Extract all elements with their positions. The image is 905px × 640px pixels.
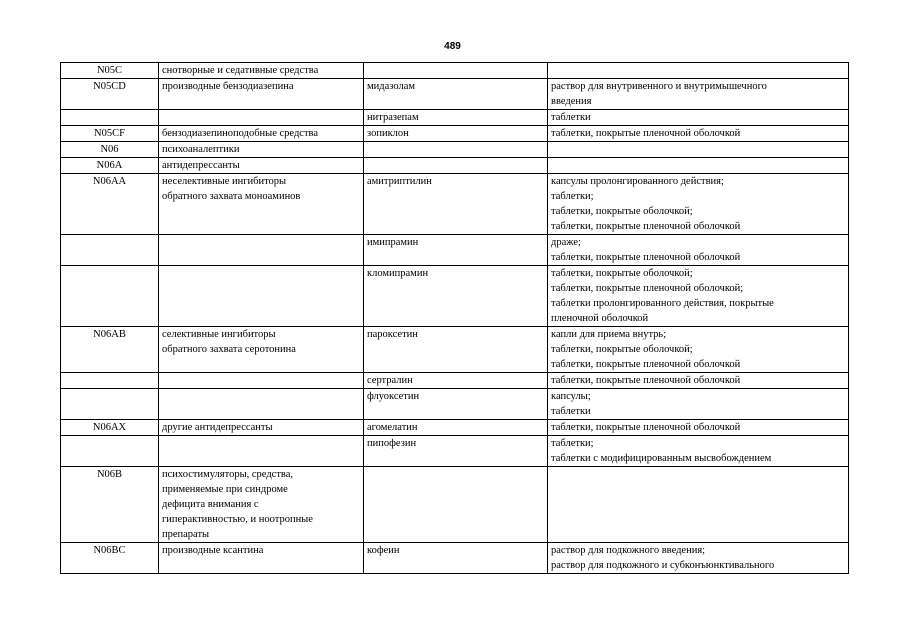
drug-name-cell — [364, 420, 548, 436]
dosage-forms-cell — [548, 389, 849, 420]
anatomical-therapeutic-group-cell — [159, 174, 364, 235]
cell-text-line: дефицита внимания с — [162, 499, 259, 510]
cell-text-line: препараты — [162, 529, 210, 540]
table-body — [61, 63, 849, 574]
dosage-forms-cell — [548, 420, 849, 436]
table-row — [61, 63, 849, 79]
cell-text-line: драже; — [551, 237, 581, 248]
cell-text: N05CD — [93, 81, 126, 92]
atc-code-cell — [61, 266, 159, 327]
cell-text-line: кломипрамин — [367, 268, 429, 279]
cell-text-line: неселективные ингибиторы — [162, 176, 287, 187]
cell-text-line: кофеин — [367, 545, 400, 556]
cell-text-line: обратного захвата моноаминов — [162, 191, 301, 202]
cell-text-line: раствор для подкожного и субконъюнктивального — [551, 560, 775, 571]
drug-name-cell — [364, 63, 548, 79]
cell-text: N06BC — [93, 545, 126, 556]
cell-text-line: таблетки, покрытые пленочной оболочкой — [551, 422, 741, 433]
anatomical-therapeutic-group-cell — [159, 158, 364, 174]
cell-text-line: антидепрессанты — [162, 160, 240, 171]
drug-name-cell — [364, 373, 548, 389]
dosage-forms-cell — [548, 327, 849, 373]
cell-text-line: таблетки — [551, 112, 591, 123]
drug-name-cell — [364, 436, 548, 467]
table-row — [61, 389, 849, 420]
cell-text: N06AX — [92, 422, 127, 433]
dosage-forms-cell — [548, 126, 849, 142]
dosage-forms-cell — [548, 266, 849, 327]
atc-code-cell — [61, 327, 159, 373]
cell-text-line: применяемые при синдроме — [162, 484, 288, 495]
atc-code-cell — [61, 79, 159, 110]
drug-name-cell — [364, 174, 548, 235]
cell-text-line: раствор для подкожного введения; — [551, 545, 706, 556]
anatomical-therapeutic-group-cell — [159, 543, 364, 574]
table-row — [61, 142, 849, 158]
atc-code-cell — [61, 142, 159, 158]
cell-text-line: таблетки, покрытые оболочкой; — [551, 344, 693, 355]
cell-text: N06 — [100, 144, 119, 155]
cell-text-line: другие антидепрессанты — [162, 422, 273, 433]
dosage-forms-cell — [548, 373, 849, 389]
atc-code-cell — [61, 373, 159, 389]
atc-code-cell — [61, 235, 159, 266]
cell-text: N05C — [96, 65, 123, 76]
atc-code-cell — [61, 110, 159, 126]
cell-text-line: таблетки; — [551, 438, 594, 449]
dosage-forms-cell — [548, 174, 849, 235]
drug-classification-table — [60, 62, 849, 574]
cell-text-line: производные бензодиазепина — [162, 81, 294, 92]
atc-code-cell — [61, 543, 159, 574]
cell-text-line: таблетки, покрытые оболочкой; — [551, 206, 693, 217]
dosage-forms-cell — [548, 543, 849, 574]
cell-text: N05CF — [94, 128, 125, 139]
cell-text-line: раствор для внутривенного и внутримышечного — [551, 81, 767, 92]
cell-text-line: капсулы пролонгированного действия; — [551, 176, 724, 187]
cell-text-line: гиперактивностью, и ноотропные — [162, 514, 313, 525]
atc-code-cell — [61, 63, 159, 79]
dosage-forms-cell — [548, 467, 849, 543]
cell-text-line: таблетки, покрытые оболочкой; — [551, 268, 693, 279]
anatomical-therapeutic-group-cell — [159, 235, 364, 266]
anatomical-therapeutic-group-cell — [159, 266, 364, 327]
cell-text-line: сертралин — [367, 375, 413, 386]
cell-text: N06B — [96, 469, 123, 480]
table-row — [61, 373, 849, 389]
cell-text-line: обратного захвата серотонина — [162, 344, 296, 355]
anatomical-therapeutic-group-cell — [159, 420, 364, 436]
cell-text-line: таблетки, покрытые пленочной оболочкой — [551, 375, 741, 386]
table-row — [61, 420, 849, 436]
cell-text-line: пипофезин — [367, 438, 417, 449]
anatomical-therapeutic-group-cell — [159, 327, 364, 373]
drug-name-cell — [364, 126, 548, 142]
atc-code-cell — [61, 467, 159, 543]
anatomical-therapeutic-group-cell — [159, 467, 364, 543]
cell-text: N06AB — [93, 329, 126, 340]
cell-text-line: таблетки, покрытые пленочной оболочкой — [551, 128, 741, 139]
cell-text: N06AA — [92, 176, 127, 187]
drug-name-cell — [364, 389, 548, 420]
cell-text: N06A — [96, 160, 123, 171]
table-row — [61, 543, 849, 574]
table-row — [61, 266, 849, 327]
cell-text-line: введения — [551, 96, 592, 107]
drug-name-cell — [364, 266, 548, 327]
drug-name-cell — [364, 467, 548, 543]
cell-text-line: таблетки, покрытые пленочной оболочкой — [551, 359, 741, 370]
table-row — [61, 467, 849, 543]
cell-text-line: таблетки с модифицированным высвобождением — [551, 453, 772, 464]
dosage-forms-cell — [548, 142, 849, 158]
cell-text-line: таблетки; — [551, 191, 594, 202]
table-row — [61, 79, 849, 110]
drug-name-cell — [364, 543, 548, 574]
dosage-forms-cell — [548, 436, 849, 467]
cell-text-line: психоаналептики — [162, 144, 240, 155]
table-row — [61, 235, 849, 266]
cell-text-line: таблетки, покрытые пленочной оболочкой — [551, 252, 741, 263]
cell-text-line: селективные ингибиторы — [162, 329, 276, 340]
dosage-forms-cell — [548, 110, 849, 126]
cell-text-line: таблетки, покрытые пленочной оболочкой; — [551, 283, 744, 294]
anatomical-therapeutic-group-cell — [159, 126, 364, 142]
table-row — [61, 174, 849, 235]
dosage-forms-cell — [548, 235, 849, 266]
table-row — [61, 126, 849, 142]
cell-text-line: пленочной оболочкой — [551, 313, 649, 324]
cell-text-line: зопиклон — [367, 128, 409, 139]
atc-code-cell — [61, 174, 159, 235]
drug-name-cell — [364, 327, 548, 373]
cell-text-line: пароксетин — [367, 329, 418, 340]
cell-text-line: нитразепам — [367, 112, 419, 123]
table-row — [61, 327, 849, 373]
drug-name-cell — [364, 235, 548, 266]
dosage-forms-cell — [548, 158, 849, 174]
cell-text-line: снотворные и седативные средства — [162, 65, 319, 76]
atc-code-cell — [61, 158, 159, 174]
cell-text-line: таблетки — [551, 406, 591, 417]
anatomical-therapeutic-group-cell — [159, 436, 364, 467]
atc-code-cell — [61, 126, 159, 142]
anatomical-therapeutic-group-cell — [159, 79, 364, 110]
cell-text-line: психостимуляторы, средства, — [162, 469, 294, 480]
cell-text-line: мидазолам — [367, 81, 416, 92]
table-row — [61, 436, 849, 467]
cell-text-line: таблетки пролонгированного действия, покрытые — [551, 298, 774, 309]
atc-code-cell — [61, 436, 159, 467]
drug-name-cell — [364, 158, 548, 174]
atc-code-cell — [61, 389, 159, 420]
cell-text-line: таблетки, покрытые пленочной оболочкой — [551, 221, 741, 232]
table-row — [61, 110, 849, 126]
dosage-forms-cell — [548, 79, 849, 110]
cell-text-line: капли для приема внутрь; — [551, 329, 667, 340]
drug-name-cell — [364, 142, 548, 158]
cell-text-line: производные ксантина — [162, 545, 264, 556]
drug-name-cell — [364, 110, 548, 126]
page-number: 489 — [444, 41, 461, 52]
cell-text-line: флуоксетин — [367, 391, 420, 402]
anatomical-therapeutic-group-cell — [159, 373, 364, 389]
anatomical-therapeutic-group-cell — [159, 63, 364, 79]
cell-text-line: агомелатин — [367, 422, 418, 433]
cell-text-line: имипрамин — [367, 237, 419, 248]
atc-code-cell — [61, 420, 159, 436]
cell-text-line: капсулы; — [551, 391, 591, 402]
anatomical-therapeutic-group-cell — [159, 389, 364, 420]
cell-text-line: амитриптилин — [367, 176, 432, 187]
anatomical-therapeutic-group-cell — [159, 110, 364, 126]
anatomical-therapeutic-group-cell — [159, 142, 364, 158]
drug-name-cell — [364, 79, 548, 110]
table-row — [61, 158, 849, 174]
cell-text-line: бензодиазепиноподобные средства — [162, 128, 319, 139]
dosage-forms-cell — [548, 63, 849, 79]
